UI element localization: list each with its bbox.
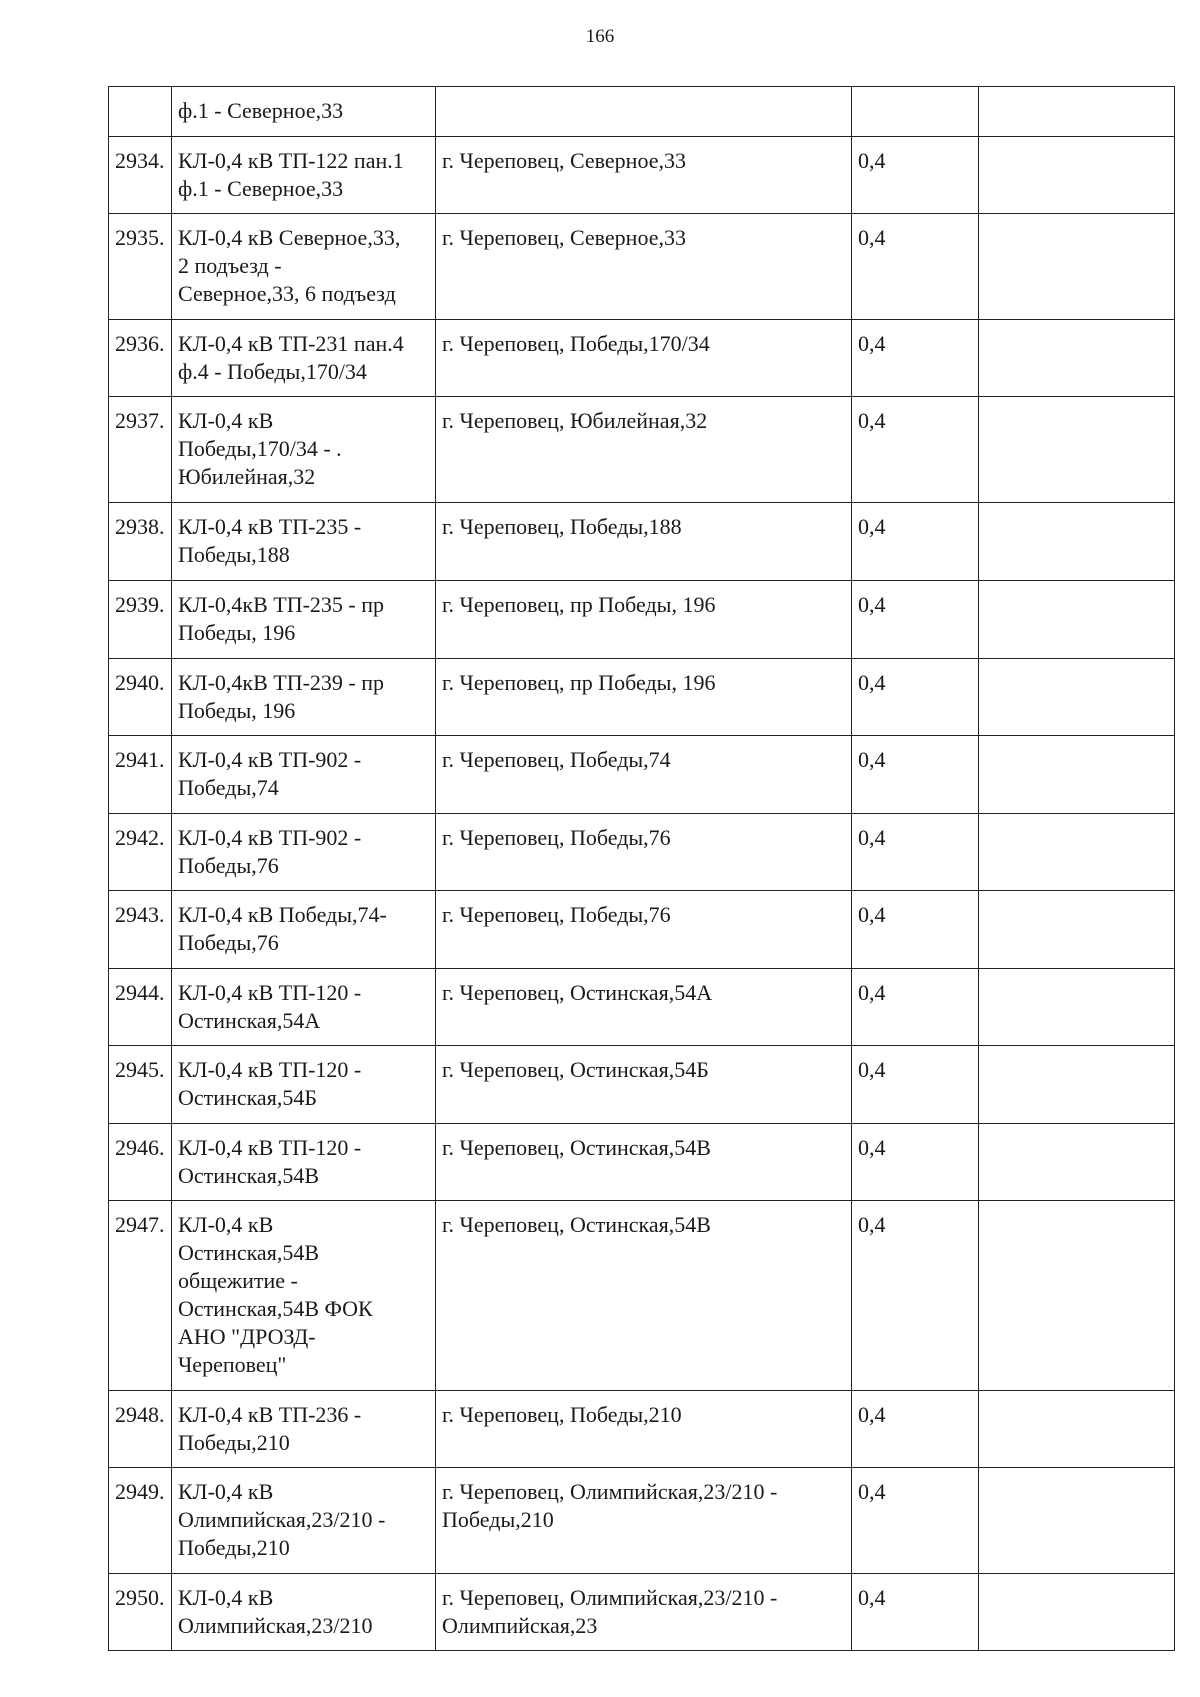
line-name-cell: КЛ-0,4 кВ Олимпийская,23/210 [172,1574,436,1651]
row-number-cell [109,87,172,137]
table-row [109,1201,1175,1391]
row-number-cell: 2938. [109,503,172,581]
row-number-cell: 2942. [109,814,172,891]
table-row [109,1046,1175,1124]
line-name-cell: КЛ-0,4 кВ ТП-231 пан.4 ф.4 - Победы,170/34 [172,320,436,397]
line-name-cell: КЛ-0,4кВ ТП-235 - пр Победы, 196 [172,581,436,659]
voltage-cell: 0,4 [852,320,979,397]
table-row [109,814,1175,891]
voltage-cell: 0,4 [852,581,979,659]
table-row [109,659,1175,736]
table-row [109,320,1175,397]
table-row [109,397,1175,503]
extra-cell [979,397,1175,503]
extra-cell [979,659,1175,736]
row-number-cell: 2935. [109,214,172,320]
extra-cell [979,137,1175,214]
extra-cell [979,87,1175,137]
address-cell: г. Череповец, Победы,188 [436,503,852,581]
row-number-cell: 2950. [109,1574,172,1651]
voltage-cell: 0,4 [852,1574,979,1651]
address-cell: г. Череповец, Победы,74 [436,736,852,814]
voltage-cell: 0,4 [852,137,979,214]
extra-cell [979,1124,1175,1201]
row-number-cell: 2947. [109,1201,172,1391]
line-name-cell: КЛ-0,4 кВ ТП-120 - Остинская,54Б [172,1046,436,1124]
extra-cell [979,581,1175,659]
extra-cell [979,969,1175,1046]
voltage-cell: 0,4 [852,1468,979,1574]
line-name-cell: КЛ-0,4 кВ Победы,170/34 - . Юбилейная,32 [172,397,436,503]
row-number-cell: 2946. [109,1124,172,1201]
voltage-cell: 0,4 [852,503,979,581]
extra-cell [979,503,1175,581]
address-cell: г. Череповец, пр Победы, 196 [436,581,852,659]
voltage-cell: 0,4 [852,1046,979,1124]
address-cell: г. Череповец, пр Победы, 196 [436,659,852,736]
page-number: 166 [585,26,615,47]
extra-cell [979,320,1175,397]
row-number-cell: 2937. [109,397,172,503]
voltage-cell: 0,4 [852,1124,979,1201]
address-cell: г. Череповец, Победы,210 [436,1391,852,1468]
line-name-cell: КЛ-0,4 кВ Олимпийская,23/210 - Победы,210 [172,1468,436,1574]
voltage-cell: 0,4 [852,891,979,969]
table-row [109,214,1175,320]
line-name-cell: КЛ-0,4 кВ ТП-235 - Победы,188 [172,503,436,581]
address-cell: г. Череповец, Остинская,54А [436,969,852,1046]
line-name-cell: ф.1 - Северное,33 [172,87,436,137]
extra-cell [979,736,1175,814]
table-row [109,87,1175,137]
voltage-cell: 0,4 [852,814,979,891]
row-number-cell: 2945. [109,1046,172,1124]
extra-cell [979,814,1175,891]
voltage-cell: 0,4 [852,659,979,736]
address-cell: г. Череповец, Северное,33 [436,137,852,214]
address-cell: г. Череповец, Северное,33 [436,214,852,320]
address-cell: г. Череповец, Олимпийская,23/210 - Победы,210 [436,1468,852,1574]
address-cell: г. Череповец, Победы,76 [436,891,852,969]
voltage-cell: 0,4 [852,397,979,503]
voltage-cell: 0,4 [852,214,979,320]
table-body [109,87,1175,1651]
row-number-cell: 2944. [109,969,172,1046]
address-cell: г. Череповец, Победы,170/34 [436,320,852,397]
line-name-cell: КЛ-0,4 кВ ТП-122 пан.1 ф.1 - Северное,33 [172,137,436,214]
address-cell: г. Череповец, Остинская,54В [436,1201,852,1391]
row-number-cell: 2940. [109,659,172,736]
voltage-cell: 0,4 [852,969,979,1046]
table-row [109,969,1175,1046]
line-name-cell: КЛ-0,4кВ ТП-239 - пр Победы, 196 [172,659,436,736]
table-row [109,137,1175,214]
line-name-cell: КЛ-0,4 кВ ТП-902 - Победы,74 [172,736,436,814]
table-row [109,1574,1175,1651]
table-row [109,1391,1175,1468]
extra-cell [979,1574,1175,1651]
row-number-cell: 2949. [109,1468,172,1574]
row-number-cell: 2948. [109,1391,172,1468]
voltage-cell: 0,4 [852,736,979,814]
line-name-cell: КЛ-0,4 кВ ТП-120 - Остинская,54А [172,969,436,1046]
extra-cell [979,1046,1175,1124]
table-row [109,736,1175,814]
line-name-cell: КЛ-0,4 кВ Остинская,54В общежитие - Остинская,54В ФОК АНО "ДРОЗД- Череповец" [172,1201,436,1391]
cable-lines-table [108,86,1175,1651]
row-number-cell: 2939. [109,581,172,659]
voltage-cell: 0,4 [852,1201,979,1391]
voltage-cell [852,87,979,137]
address-cell: г. Череповец, Остинская,54Б [436,1046,852,1124]
table-row [109,891,1175,969]
row-number-cell: 2934. [109,137,172,214]
table-row [109,1468,1175,1574]
extra-cell [979,1391,1175,1468]
line-name-cell: КЛ-0,4 кВ Северное,33, 2 подъезд - Северное,33, 6 подъезд [172,214,436,320]
table-row [109,581,1175,659]
line-name-cell: КЛ-0,4 кВ ТП-120 - Остинская,54В [172,1124,436,1201]
extra-cell [979,1201,1175,1391]
voltage-cell: 0,4 [852,1391,979,1468]
address-cell: г. Череповец, Юбилейная,32 [436,397,852,503]
address-cell: г. Череповец, Остинская,54В [436,1124,852,1201]
extra-cell [979,214,1175,320]
line-name-cell: КЛ-0,4 кВ ТП-902 - Победы,76 [172,814,436,891]
address-cell [436,87,852,137]
row-number-cell: 2943. [109,891,172,969]
address-cell: г. Череповец, Победы,76 [436,814,852,891]
table-row [109,1124,1175,1201]
extra-cell [979,1468,1175,1574]
address-cell: г. Череповец, Олимпийская,23/210 - Олимпийская,23 [436,1574,852,1651]
row-number-cell: 2941. [109,736,172,814]
line-name-cell: КЛ-0,4 кВ Победы,74- Победы,76 [172,891,436,969]
row-number-cell: 2936. [109,320,172,397]
table-row [109,503,1175,581]
extra-cell [979,891,1175,969]
line-name-cell: КЛ-0,4 кВ ТП-236 - Победы,210 [172,1391,436,1468]
